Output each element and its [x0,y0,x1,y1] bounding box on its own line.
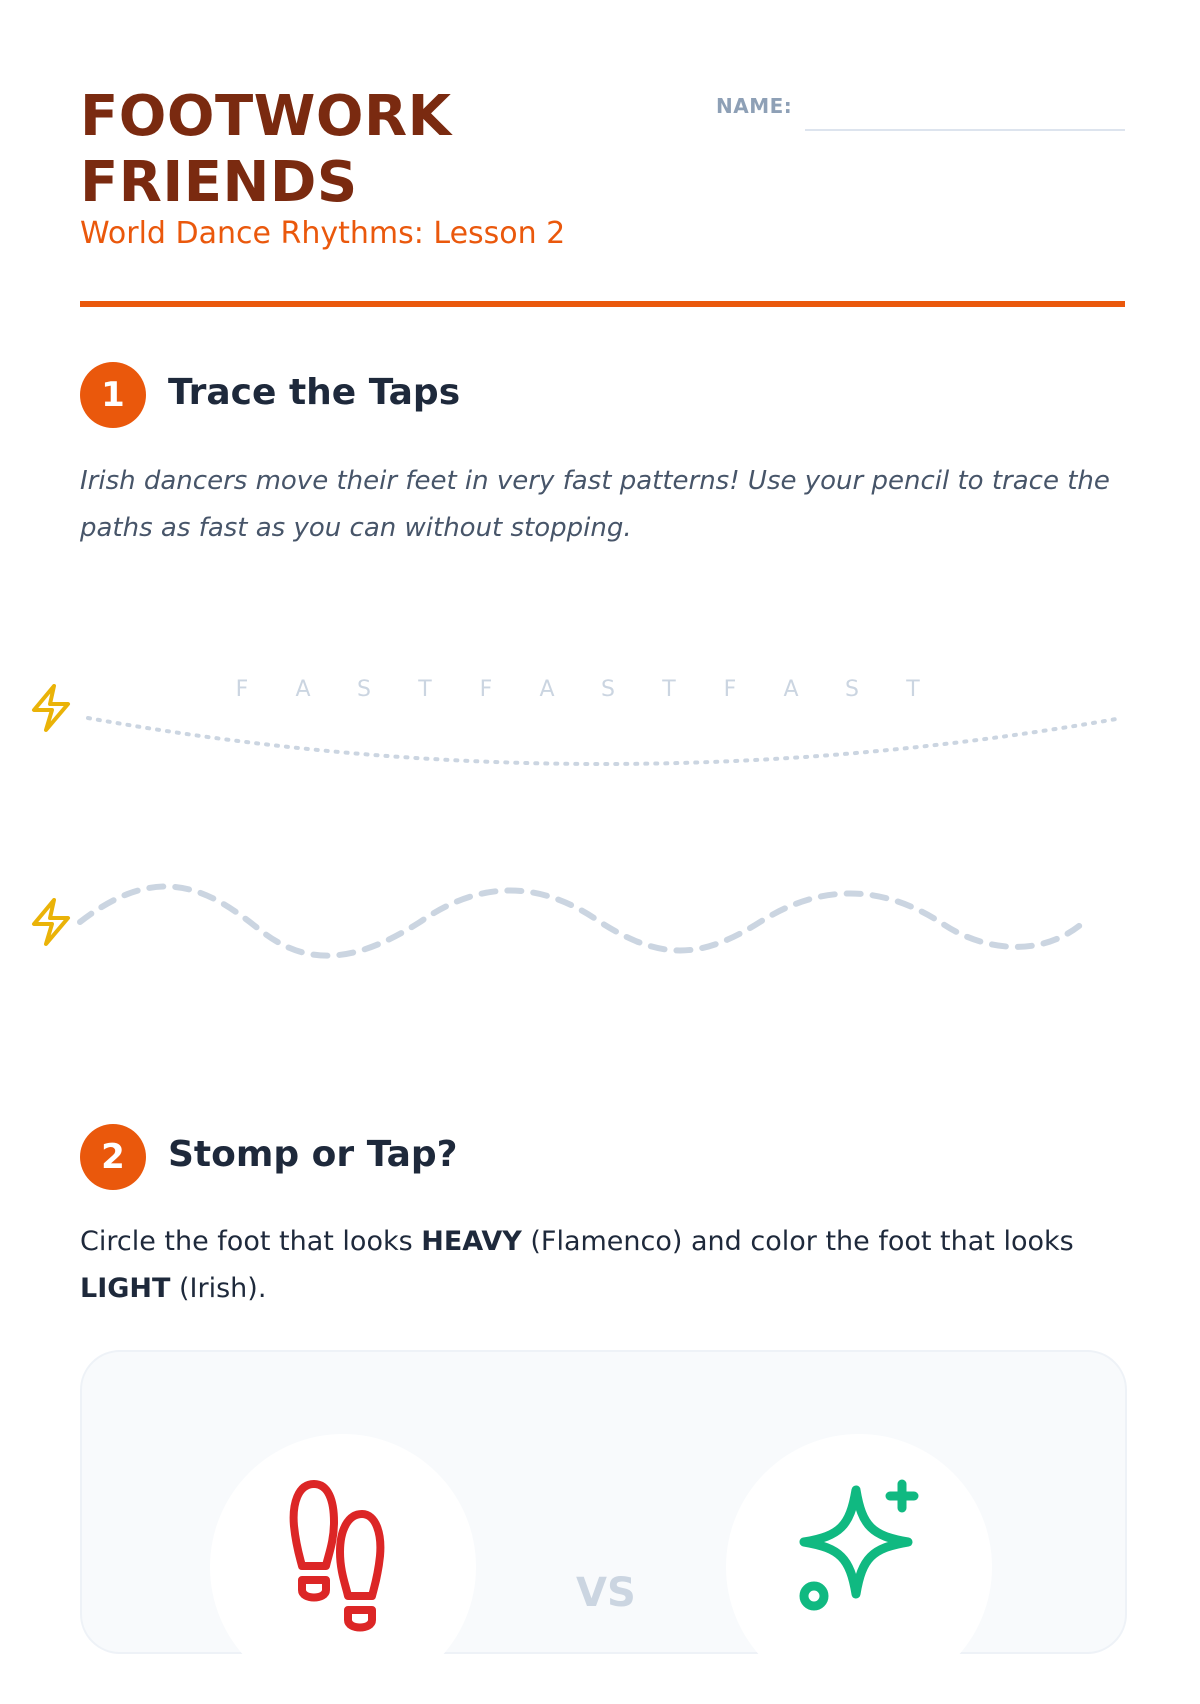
section-2-instructions [80,1218,1140,1312]
section-2-badge: 2 [80,1124,146,1190]
name-label: NAME: [716,94,793,118]
section-1-instructions: Irish dancers move their feet in very fast patterns! Use your pencil to trace the paths as fast as you can without stopping. [80,466,1110,543]
trace-area [0,660,1200,980]
footprints-icon [210,1434,476,1700]
title-line-2: FRIENDS [80,150,358,215]
trace-letter: T [662,677,676,702]
instruction-text: (Flamenco) and color the foot that looks [521,1226,1074,1257]
trace-letter: F [479,677,493,702]
lightning-icon [34,900,68,944]
instruction-text: Circle the foot that looks [80,1226,422,1257]
trace-path-dotted[interactable] [88,718,1122,764]
header-divider [80,301,1125,307]
trace-letter: T [418,677,432,702]
trace-letters [236,677,921,702]
trace-letter: S [845,677,859,702]
instruction-bold-heavy: HEAVY [421,1226,522,1257]
section-2-title: Stomp or Tap? [168,1134,458,1175]
trace-letter: A [783,677,799,702]
lightning-icon [34,686,68,730]
trace-letter: T [906,677,920,702]
sparkles-icon [726,1434,992,1700]
trace-letter: S [357,677,371,702]
worksheet-subtitle: World Dance Rhythms: Lesson 2 [80,216,566,251]
trace-path-wave[interactable] [80,886,1084,955]
name-field-line[interactable] [805,129,1125,131]
section-1-badge: 1 [80,362,146,428]
trace-letter: A [539,677,555,702]
title-line-1: FOOTWORK [80,84,452,149]
trace-letter: A [295,677,311,702]
trace-letter: F [723,677,737,702]
trace-letter: S [601,677,615,702]
instruction-bold-light: LIGHT [80,1273,171,1304]
instruction-text: (Irish). [170,1273,267,1304]
stomp-or-tap-card [80,1350,1127,1654]
heavy-foot-option[interactable] [210,1434,476,1700]
trace-letter: F [235,677,249,702]
light-foot-option[interactable] [726,1434,992,1700]
section-1-title: Trace the Taps [168,372,461,413]
worksheet-title [80,84,680,216]
versus-label: VS [576,1570,636,1616]
